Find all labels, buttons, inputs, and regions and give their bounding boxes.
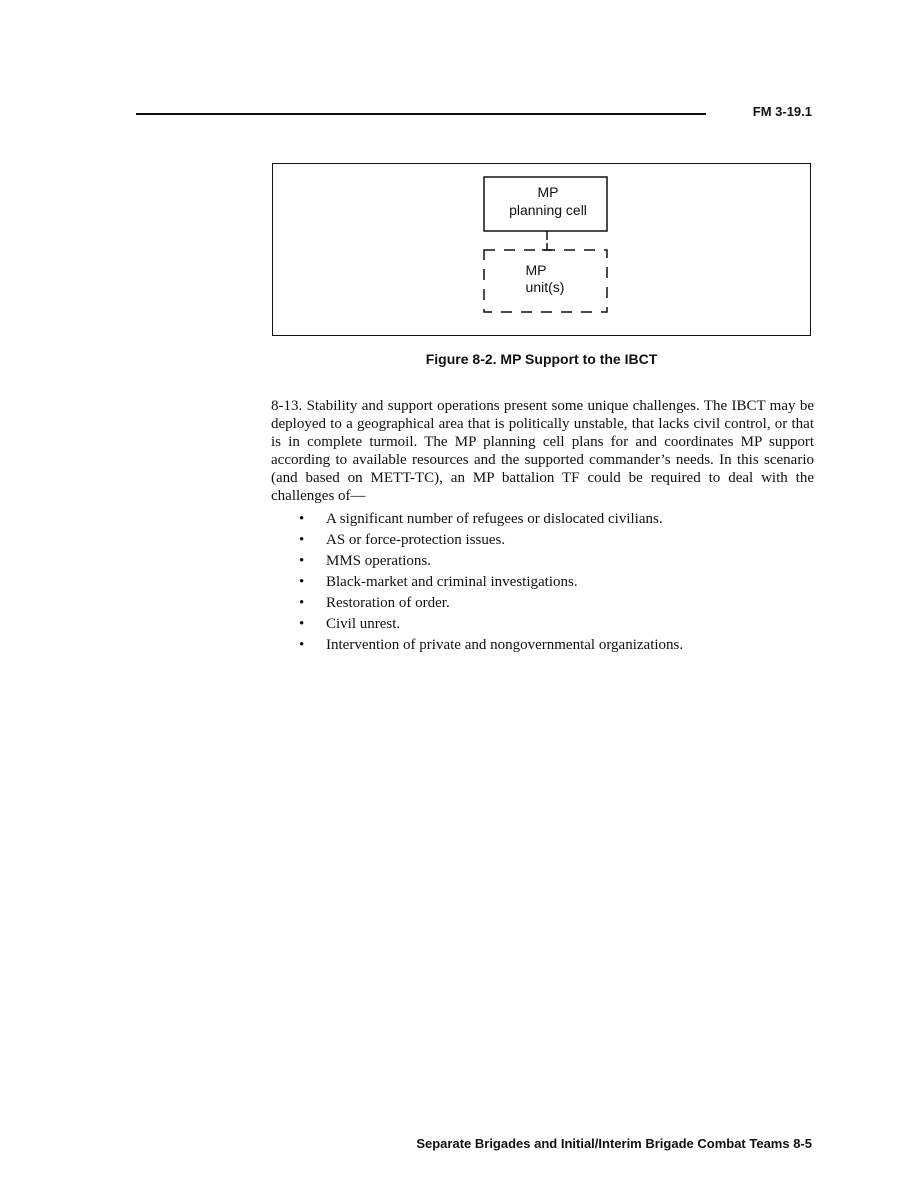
planning-cell-label-line2: planning cell [509, 202, 587, 218]
mp-units-label-line2: unit(s) [525, 279, 565, 295]
org-diagram [273, 164, 812, 337]
mp-units-label-line1: MP [525, 262, 547, 278]
figure-frame [272, 163, 811, 336]
list-item: • Civil unrest. [271, 614, 814, 635]
list-item: • Black-market and criminal investigations. [271, 572, 814, 593]
list-item: • Intervention of private and nongovernmental organizations. [271, 635, 814, 656]
page-footer: Separate Brigades and Initial/Interim Brigade Combat Teams 8-5 [416, 1136, 812, 1151]
list-item: • AS or force-protection issues. [271, 530, 814, 551]
body-paragraph: 8-13. Stability and support operations present some unique challenges. The IBCT may be deployed to a geographical area that is politically unstable, that lacks civil control, or that is in complete turmoil. The MP planning cell plans for and coordinates MP support according to available resources and the supported commander’s needs. In this scenario (and based on METT-TC), an MP battalion TF could be required to deal with the challenges of— [271, 398, 814, 504]
list-item: • MMS operations. [271, 551, 814, 572]
list-item: • Restoration of order. [271, 593, 814, 614]
figure-caption: Figure 8-2. MP Support to the IBCT [425, 351, 658, 367]
list-item: • A significant number of refugees or dislocated civilians. [271, 509, 814, 530]
header-rule [136, 113, 706, 115]
challenge-list [271, 509, 814, 656]
document-id: FM 3-19.1 [752, 104, 812, 119]
planning-cell-label-line1: MP [537, 184, 559, 200]
